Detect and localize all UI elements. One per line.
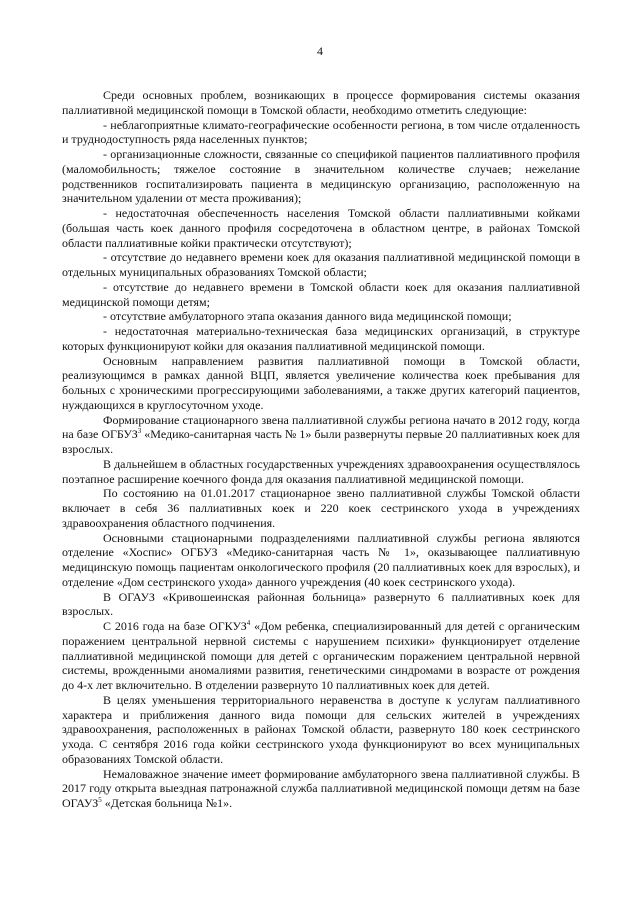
paragraph-inpatient-start <box>62 413 580 457</box>
text-segment: Немаловажное значение имеет формирование амбулаторного звена паллиативной службы. В 2017 году открыта выездная патронажной служба паллиативной медицинской помощи детям на базе ОГАУЗ <box>62 766 580 810</box>
text-segment: «Детская больница №1». <box>101 796 233 810</box>
list-item-climate: - неблагоприятные климато-географические особенности региона, в том числе отдаленность и труднодоступность ряда населенных пунктов; <box>62 117 580 147</box>
text-segment: Формирование стационарного звена паллиативной службы региона начато в 2012 году, когда на базе ОГБУЗ <box>62 412 580 442</box>
list-item-material-base: - недостаточная материально-техническая база медицинских организаций, в структуре которых функционируют койки для оказания паллиативной медицинской помощи. <box>62 324 580 353</box>
document-body <box>62 88 580 811</box>
paragraph-status-2017: По состоянию на 01.01.2017 стационарное звено паллиативной службы Томской области включает в себя 36 паллиативных коек и 220 коек сестринского ухода в учреждениях здравоохранения областного подчинения. <box>62 486 580 530</box>
paragraph-rural-access: В целях уменьшения территориального неравенства в доступе к услугам паллиативного характера и приближения данного вида помощи для сельских жителей в учреждениях здравоохранения, расположенных в районах Томской области, развернуто 180 коек сестринского ухода. С сентября 2016 года койки сестринского ухода функционируют во всех муниципальных образованиях Томской области. <box>62 692 580 766</box>
list-item-bed-shortage: - недостаточная обеспеченность населения Томской области паллиативными койками (большая часть коек данного профиля сосредоточена в областном центре, в районах Томской области паллиативные койки практически отсутствуют); <box>62 206 580 250</box>
text-segment: «Дом ребенка, специализированный для детей с органическим поражением центральной нервной системы с нарушением психики» функционирует отделение паллиативной медицинской помощи для детей с органическим поражением центральной нервной системы, врожденными аномалиями развития, генетическими синдромами в возрасте от рождения до 4-х лет включительно. В отделении развернуто 10 паллиативных коек для детей. <box>62 619 580 692</box>
list-item-municipal-beds: - отсутствие до недавнего времени коек для оказания паллиативной медицинской помощи в отдельных муниципальных образованиях Томской области; <box>62 250 580 279</box>
list-item-children-beds: - отсутствие до недавнего времени в Томской области коек для оказания паллиативной медицинской помощи детям; <box>62 279 580 309</box>
paragraph-problems-intro: Среди основных проблем, возникающих в процессе формирования системы оказания паллиативной медицинской помощи в Томской области, необходимо отметить следующие: <box>62 88 580 117</box>
list-item-organizational: - организационные сложности, связанные со спецификой пациентов паллиативного профиля (маломобильность; тяжелое состояние в значительном количестве случаев; нежелание родственников госпитализировать пациента в медицинскую организацию, расположенную на значительном удалении от места проживания); <box>62 147 580 206</box>
paragraph-outpatient-service <box>62 767 580 811</box>
page-number: 4 <box>317 44 323 58</box>
footnote-marker: 4 <box>246 619 251 627</box>
text-segment: С 2016 года на базе ОГКУЗ <box>103 619 247 633</box>
text-segment: «Медико-санитарная часть № 1» были развернуты первые 20 паллиативных коек для взрослых. <box>62 427 580 456</box>
list-item-outpatient: - отсутствие амбулаторного этапа оказания данного вида медицинской помощи; <box>103 309 512 324</box>
paragraph-main-units: Основными стационарными подразделениями паллиативной службы региона являются отделение «Хоспис» ОГБУЗ «Медико-санитарная часть № 1», оказывающее паллиативную медицинскую помощь пациентам онкологического профиля (20 паллиативных коек для взрослых), и отделение «Дом сестринского ухода» данного учреждения (40 коек сестринского ухода). <box>62 530 580 589</box>
paragraph-children-home <box>62 619 580 693</box>
paragraph-krivosheino: В ОГАУЗ «Кривошеинская районная больница» развернуто 6 паллиативных коек для взрослых. <box>62 589 580 619</box>
footnote-marker: 5 <box>98 796 102 804</box>
paragraph-expansion: В дальнейшем в областных государственных учреждениях здравоохранения осуществлялось поэтапное расширение коечного фонда для оказания паллиативной медицинской помощи. <box>62 456 580 486</box>
footnote-marker: 3 <box>137 427 142 436</box>
paragraph-main-direction: Основным направлением развития паллиативной помощи в Томской области, реализующимся в рамках данной ВЦП, является увеличение количества коек пребывания для больных с хроническими прогрессирующими заболеваниями, а также других категорий пациентов, нуждающихся в круглосуточном уходе. <box>62 353 580 412</box>
